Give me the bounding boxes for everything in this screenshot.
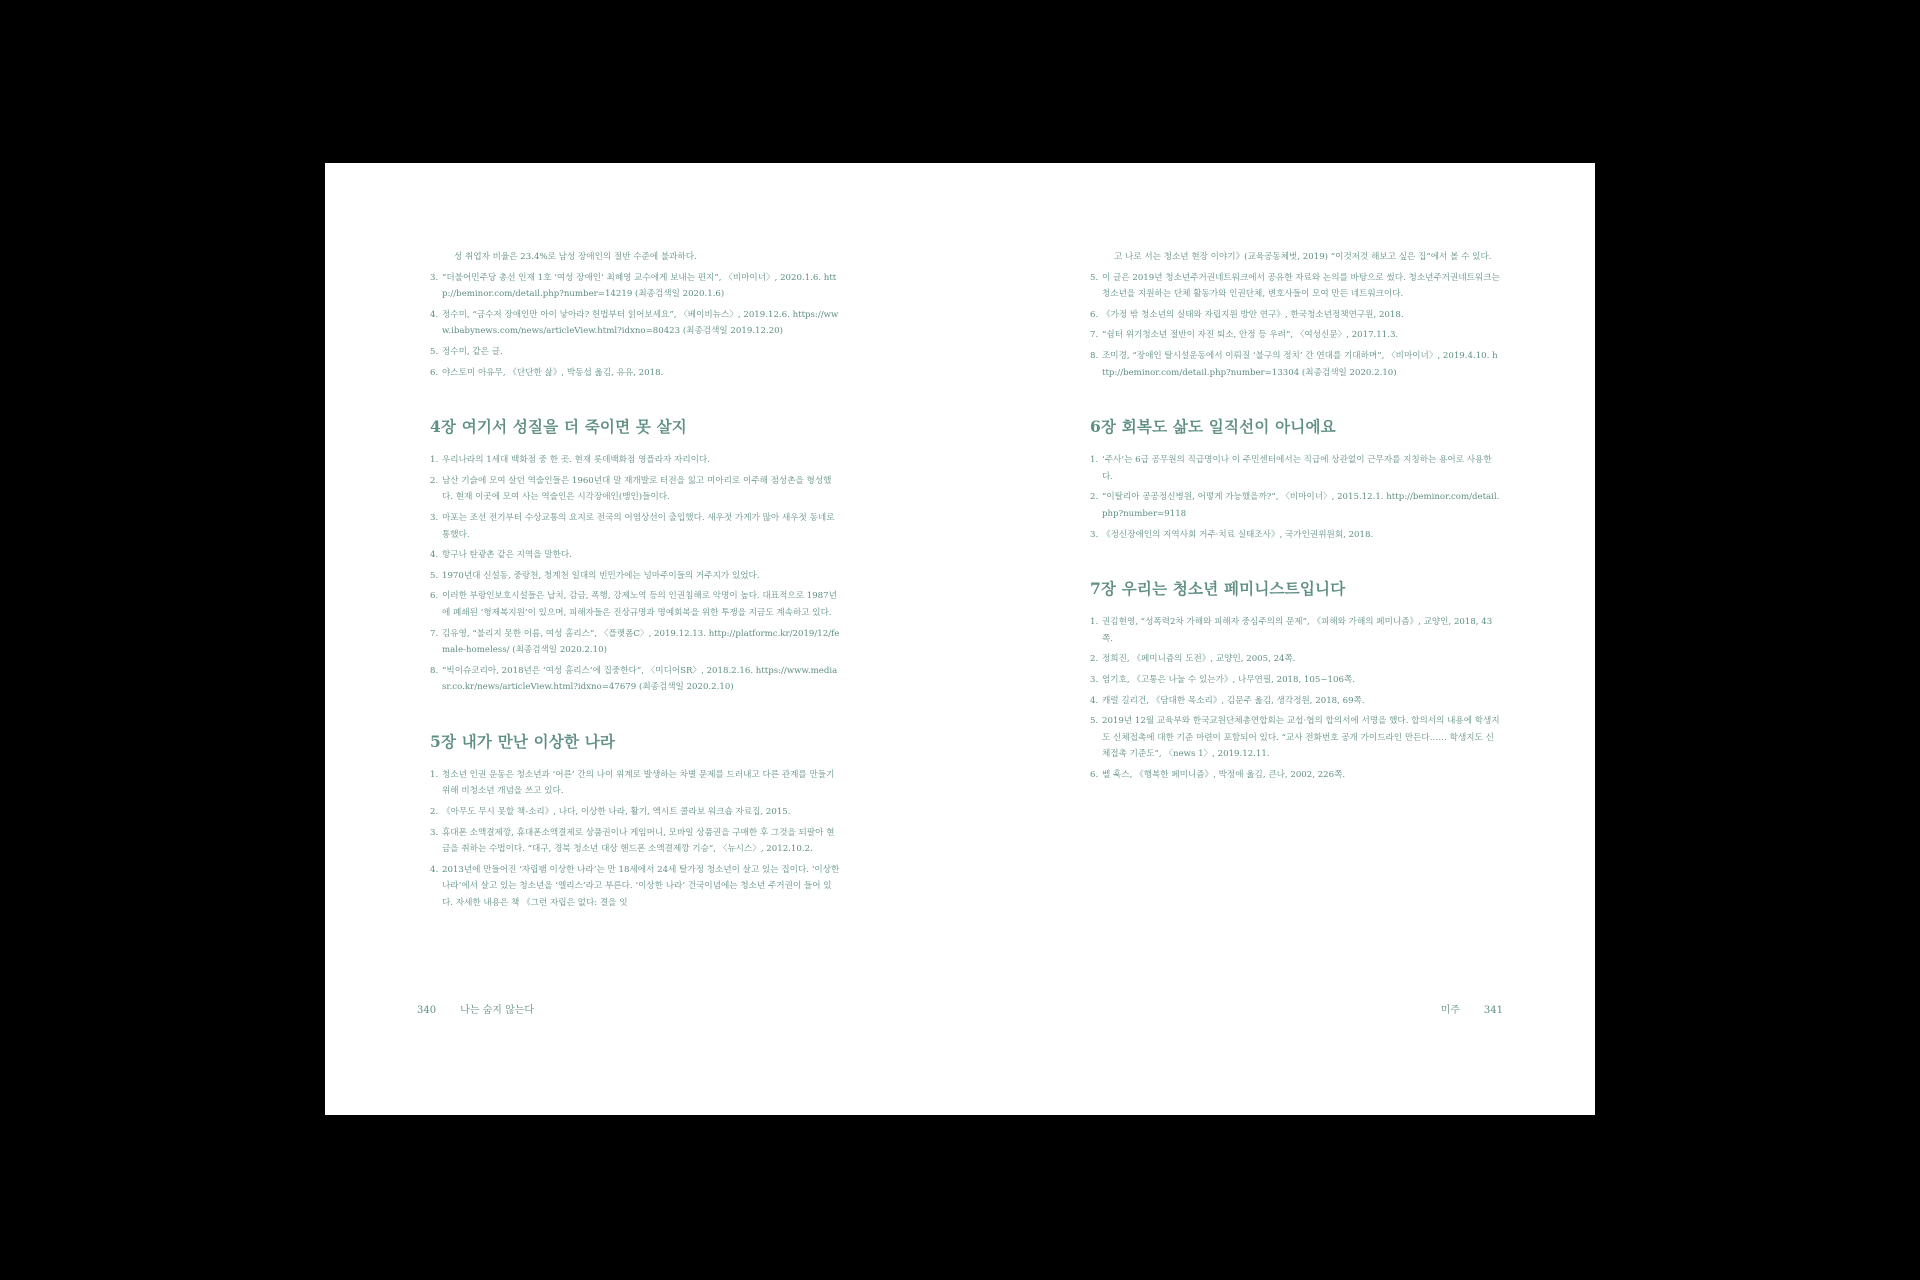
endnote [430, 270, 840, 303]
endnote-text: ‘주사’는 6급 공무원의 직급명이나 이 주민센터에서는 직급에 상관없이 근무자를 지칭하는 용어로 사용한다. [1102, 455, 1492, 482]
endnote-number: 8. [430, 665, 439, 676]
endnote-text: 1970년대 신설동, 중랑천, 청계천 일대의 빈민가에는 넝마주이들의 거주지가 있었다. [442, 570, 760, 581]
endnote-number: 4. [430, 864, 439, 875]
endnote-text: 이 글은 2019년 청소년주거권네트워크에서 공유한 자료와 논의를 바탕으로 썼다. 청소년주거권네트워크는 청소년을 지원하는 단체 활동가와 인권단체, 변호사들이 모여 만든 네트워크이다. [1102, 272, 1500, 300]
endnote [430, 568, 840, 585]
endnote [430, 452, 840, 469]
endnote-number: 1. [430, 455, 439, 466]
endnote [1090, 452, 1500, 485]
endnote [430, 825, 840, 858]
endnote-text: 항구나 탄광촌 같은 지역을 말한다. [442, 550, 572, 561]
notes-list-chapter-6 [1090, 452, 1500, 543]
endnote-text: 정희진, 《페미니즘의 도전》, 교양인, 2005, 24쪽. [1102, 654, 1296, 665]
endnote-number: 8. [1090, 350, 1099, 361]
endnote-text: “더불어민주당 총선 인재 1호 ‘여성 장애인’ 최혜영 교수에게 보내는 편지”, 〈비마이너〉, 2020.1.6. http://beminor.com/detail.php?number=14219 (최종검색일 2020.1.6) [442, 272, 837, 300]
endnote-text: “쉼터 위기청소년 절반이 자진 퇴소, 안정 등 우려”, 〈여성신문〉, 2017.11.3. [1102, 330, 1399, 341]
endnote-number: 1. [430, 769, 439, 780]
endnote-text: 2019년 12월 교육부와 한국교원단체총연합회는 교섭·협의 합의서에 서명을 했다. 합의서의 내용에 학생지도 신체접촉에 대한 기준 마련이 포함되어 있다. “교사 전화번호 공개 가이드라인 만든다…… 학생지도 신체접촉 기준도”, 〈news 1〉, 2019.12.11. [1102, 716, 1500, 760]
endnote-number: 2. [430, 807, 439, 818]
endnote-number: 7. [1090, 330, 1099, 341]
endnote-text: 권김현영, “성폭력2차 가해와 피해자 중심주의의 문제”, 《피해와 가해의 페미니즘》, 교양인, 2018, 43쪽. [1102, 617, 1493, 644]
endnote [430, 344, 840, 361]
chapter-heading-5: 5장 내가 만난 이상한 나라 [430, 731, 616, 751]
left-notes-column [430, 249, 840, 916]
endnote [430, 510, 840, 543]
endnote [1090, 651, 1500, 668]
page-number: 340 [417, 1005, 437, 1016]
notes-list-chapter-5 [430, 767, 840, 912]
endnote-text: 《아무도 무시 못할 책-소리》, 나다, 이상한 나라, 활기, 엑시트 콜라보 워크숍 자료집, 2015. [442, 807, 791, 818]
endnote-text: 마포는 조선 전기부터 수상교통의 요지로 전국의 어염상선이 출입했다. 새우젓 가게가 많아 새우젓 동네로 통했다. [442, 512, 835, 540]
notes-list [430, 270, 840, 382]
notes-list [1090, 270, 1500, 382]
endnote [1090, 672, 1500, 689]
endnote-text: 2013년에 만들어진 ‘자립팸 이상한 나라’는 만 18세에서 24세 탈가정 청소년이 살고 있는 집이다. ‘이상한 나라’에서 살고 있는 청소년을 ‘엘리스’라고 부른다. ‘이상한 나라’ 건국이념에는 청소년 주거권이 들어 있다. 자세한 내용은 책 《그런 자립은 없다: 결을 잇 [442, 864, 840, 909]
endnote-number: 2. [1090, 654, 1099, 665]
endnote-text: 벨 훅스, 《행복한 페미니즘》, 박정애 옮김, 큰나, 2002, 226쪽. [1102, 769, 1346, 780]
endnote-number: 5. [430, 346, 439, 357]
endnote-number: 3. [430, 512, 439, 523]
endnote [430, 588, 840, 621]
endnote-number: 5. [430, 570, 439, 581]
endnote-number: 6. [1090, 769, 1099, 780]
endnote-number: 2. [430, 475, 439, 486]
left-footer [417, 1004, 534, 1018]
endnote-number: 6. [430, 591, 439, 602]
endnote [1090, 767, 1500, 784]
endnote [1090, 348, 1500, 381]
endnote-text: 정수미, “금수저 장애인만 아이 낳아라? 헌법부터 읽어보세요”, 〈베이비뉴스〉, 2019.12.6. https://www.ibabynews.com/news/articleView.html?idxno=80423 (최종검색일 2019.12.20) [442, 309, 839, 337]
book-title: 나는 숨지 않는다 [460, 1005, 535, 1016]
endnote [430, 663, 840, 696]
endnote-text: 이러한 부랑인보호시설들은 납치, 감금, 폭행, 강제노역 등의 인권침해로 악명이 높다. 대표적으로 1987년에 폐쇄된 ‘형제복지원’이 있으며, 피해자들은 진상규명과 명예회복을 위한 투쟁을 지금도 계속하고 있다. [442, 591, 837, 618]
endnote-text: “빅이슈코리아, 2018년은 ‘여성 홈리스’에 집중한다”, 〈미디어SR〉, 2018.2.16. https://www.mediasr.co.kr/news/articleView.html?idxno=47679 (최종검색일 2020.2.10) [442, 665, 838, 693]
endnote-number: 5. [1090, 272, 1099, 283]
endnote [1090, 527, 1500, 544]
endnote-text: 우리나라의 1세대 백화점 중 한 곳. 현재 롯데백화점 영플라자 자리이다. [442, 455, 710, 466]
endnote-number: 4. [1090, 695, 1099, 706]
endnote-number: 5. [1090, 716, 1099, 727]
book-spread [325, 163, 1595, 1115]
endnote [430, 804, 840, 821]
endnote-text: 남산 기슭에 모여 살던 역술인들은 1960년대 말 재개발로 터전을 잃고 미아리로 이주해 점성촌을 형성했다. 현재 이곳에 모여 사는 역술인은 시각장애인(맹인)들이다. [442, 475, 832, 503]
endnote-text: 《가정 밖 청소년의 실태와 자립지원 방안 연구》, 한국청소년정책연구원, 2018. [1102, 309, 1404, 320]
endnote [430, 473, 840, 506]
endnote-number: 3. [1090, 674, 1099, 685]
endnote [1090, 713, 1500, 763]
endnote-text: 야스토미 아유무, 《단단한 삶》, 박동섭 옮김, 유유, 2018. [442, 367, 664, 378]
running-head: 미주 [1440, 1005, 1460, 1016]
note-continuation: 고 나로 서는 청소년 현장 이야기》(교육공동체벗, 2019) “이것저것 해보고 싶은 집”에서 볼 수 있다. [1114, 252, 1492, 262]
endnote-number: 2. [1090, 492, 1099, 503]
chapter-heading-6: 6장 회복도 삶도 일직선이 아니에요 [1090, 417, 1336, 437]
endnote [430, 626, 840, 659]
chapter-heading-4: 4장 여기서 성질을 더 죽이면 못 살지 [430, 417, 687, 437]
endnote-number: 1. [1090, 455, 1099, 466]
endnote [1090, 489, 1500, 522]
endnote-number: 3. [1090, 529, 1099, 540]
endnote-text: 청소년 인권 운동은 청소년과 ‘어른’ 간의 나이 위계로 발생하는 차별 문제를 드러내고 다른 관계를 만들기 위해 비청소년 개념을 쓰고 있다. [442, 769, 835, 797]
endnote [430, 307, 840, 340]
right-notes-column [1090, 249, 1500, 787]
endnote [1090, 270, 1500, 303]
right-footer [1441, 1004, 1503, 1018]
endnote-number: 1. [1090, 617, 1099, 628]
page-number: 341 [1483, 1005, 1503, 1016]
endnote [430, 862, 840, 912]
notes-list-chapter-7 [1090, 614, 1500, 783]
endnote [430, 767, 840, 800]
endnote [1090, 327, 1500, 344]
endnote-number: 7. [430, 628, 439, 639]
endnote-number: 4. [430, 309, 439, 320]
endnote [430, 547, 840, 564]
endnote-number: 6. [1090, 309, 1099, 320]
endnote [1090, 307, 1500, 324]
endnote-text: 휴대폰 소액결제깡, 휴대폰소액결제로 상품권이나 게임머니, 모바일 상품권을 구매한 후 그것을 되팔아 현금을 취하는 수법이다. “대구, 경북 청소년 대상 핸드폰 소액결제깡 기승”, 〈뉴시스〉, 2012.10.2. [442, 827, 835, 855]
right-page [960, 163, 1595, 1115]
endnote-text: 정수미, 같은 글. [442, 346, 503, 357]
endnote-text: “이탈리아 공공정신병원, 어떻게 가능했을까?”, 〈비마이너〉, 2015.12.1. http://beminor.com/detail.php?number=9118 [1102, 492, 1500, 519]
chapter-heading-7: 7장 우리는 청소년 페미니스트입니다 [1090, 579, 1346, 599]
endnote-number: 3. [430, 827, 439, 838]
note-continuation: 성 취업자 비율은 23.4%로 남성 장애인의 절반 수준에 불과하다. [454, 252, 697, 262]
endnote-number: 6. [430, 367, 439, 378]
endnote [430, 365, 840, 382]
left-page [325, 163, 960, 1115]
endnote-number: 4. [430, 550, 439, 561]
endnote-text: 엄기호, 《고통은 나눌 수 있는가》, 나무연필, 2018, 105~106쪽. [1102, 674, 1355, 685]
endnote [1090, 614, 1500, 647]
endnote-number: 3. [430, 272, 439, 283]
endnote-text: 조미경, “장애인 탈시설운동에서 이뤄질 ‘불구의 정치’ 간 연대를 기대하며”, 〈비마이너〉, 2019.4.10. http://beminor.com/detail.php?number=13304 (최종검색일 2020.2.10) [1102, 350, 1498, 378]
endnote-text: 캐럴 길리건, 《담대한 목소리》, 김문주 옮김, 생각정원, 2018, 69쪽. [1102, 695, 1365, 706]
endnote [1090, 693, 1500, 710]
endnote-text: 김유영, “불리지 못한 이름, 여성 홈리스”, 〈플랫폼C〉, 2019.12.13. http://platformc.kr/2019/12/female-homeless/ (최종검색일 2020.2.10) [442, 628, 840, 656]
endnote-text: 《정신장애인의 지역사회 거주·치료 실태조사》, 국가인권위원회, 2018. [1102, 529, 1374, 540]
notes-list-chapter-4 [430, 452, 840, 696]
